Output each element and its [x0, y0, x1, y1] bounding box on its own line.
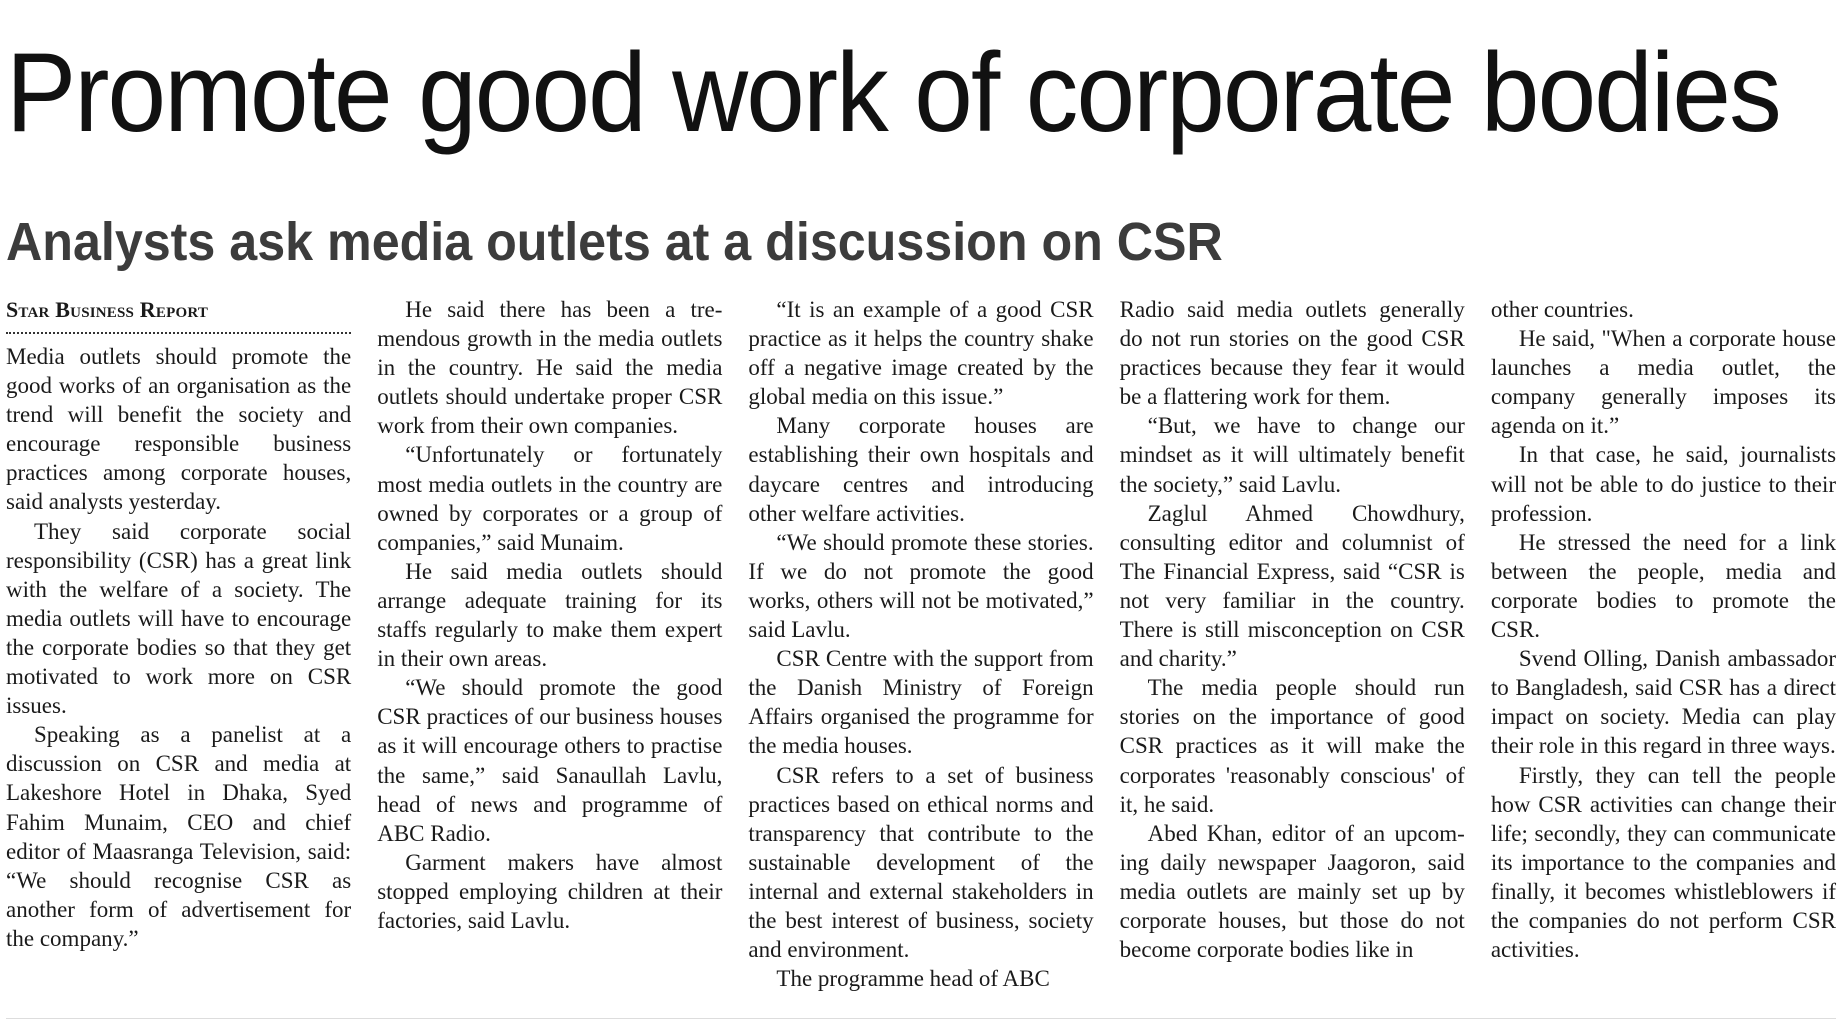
article-paragraph: Media outlets should promote the good works of an organisation as the trend will benefit the society and encourage responsible business practices among corporate houses, said analysts yesterday.: [6, 344, 352, 515]
headline: Promote good work of corporate bodies: [6, 30, 1780, 155]
article-paragraph: They said corporate social responsibility (CSR) has a great link with the welfare of a society. The media outlets will have to encourage the corporate bodies so that they get motivated to work more on CSR issues.: [6, 518, 352, 719]
article-paragraph: “We should promote the good CSR practices of our business houses as it will encourage others to practise the same,” said Sanaullah Lavlu, head of news and programme of ABC Radio.: [377, 675, 723, 846]
byline: Star Business Report: [6, 297, 209, 322]
article-paragraph: Zaglul Ahmed Chowdhury, consulting editor and columnist of The Financial Express, said “CSR is not very familiar in the country. There is still misconception on CSR and charity.”: [1119, 500, 1465, 672]
article-column-4: [1120, 295, 1465, 995]
bottom-divider: [6, 1018, 1836, 1019]
article-body: [6, 295, 1836, 995]
article-paragraph: Speaking as a panelist at a discussion on CSR and media at Lakeshore Hotel in Dhaka, Syed Fahim Munaim, CEO and chief editor of Maasranga Television, said: “We should recognise CSR as another form of advertisement for the company.”: [6, 722, 352, 951]
article-column-5: [1491, 295, 1836, 995]
article-paragraph: CSR Centre with the support from the Danish Ministry of Foreign Affairs organised the programme for the media houses.: [748, 646, 1094, 759]
article-paragraph: He said, "When a corporate house launches a media outlet, the company generally imposes its agenda on it.”: [1490, 326, 1837, 439]
article-paragraph: “We should promote these stories. If we do not promote the good works, others will not be motivated,” said Lavlu.: [748, 529, 1094, 643]
article-paragraph: In that case, he said, journalists will not be able to do justice to their profession.: [1490, 442, 1837, 526]
article-paragraph: He said there has been a tremendous growth in the media outlets in the country. He said the media outlets should undertake proper CSR work from their own companies.: [377, 297, 723, 439]
article-paragraph: Abed Khan, editor of an upcoming daily newspaper Jaagoron, said media outlets are mainly set up by corporate houses, but those do not become corporate bodies like in: [1119, 820, 1465, 963]
subheadline: Analysts ask media outlets at a discussion on CSR: [6, 212, 1223, 272]
article-paragraph: He stressed the need for a link between the people, media and corporate bodies to promote the CSR.: [1490, 529, 1837, 643]
article-column-2: [377, 295, 722, 995]
article-paragraph: Radio said media outlets generally do not run stories on the good CSR practices because they fear it would be a flattering work for them.: [1119, 297, 1465, 410]
article-paragraph: Svend Olling, Danish ambassador to Bangladesh, said CSR has a direct impact on society. Media can play their role in this regard in three ways.: [1490, 646, 1837, 759]
article-paragraph: The media people should run stories on the importance of good CSR practices as it will make the corporates 'reasonably conscious' of it, he said.: [1119, 675, 1465, 817]
article-paragraph: Garment makers have almost stopped employing children at their factories, said Lavlu.: [377, 849, 723, 933]
byline-divider: [6, 324, 351, 334]
article-paragraph: “It is an example of a good CSR practice as it helps the country shake off a negative image created by the global media on this issue.”: [748, 297, 1094, 410]
article-paragraph: other countries.: [1490, 297, 1634, 322]
article-paragraph: CSR refers to a set of business practices based on ethical norms and transparency that contribute to the sustainable development of the internal and external stakeholders in the best interest of business, society and environment.: [748, 762, 1094, 963]
article-column-3: [748, 295, 1093, 995]
article-column-1: [6, 295, 351, 995]
article-paragraph: “Unfortunately or fortunately most media outlets in the country are owned by corporates or a group of companies,” said Munaim.: [377, 442, 723, 555]
article-paragraph: Many corporate houses are establishing their own hospitals and daycare centres and introducing other welfare activities.: [748, 413, 1094, 526]
article-paragraph: Firstly, they can tell the people how CSR activities can change their life; secondly, they can communicate its importance to the companies and finally, it becomes whistleblowers if the companies do not perform CSR activities.: [1490, 762, 1837, 963]
article-paragraph: He said media outlets should arrange adequate training for its staffs regularly to make them expert in their own areas.: [377, 558, 723, 672]
article-paragraph: “But, we have to change our mindset as it will ultimately benefit the society,” said Lavlu.: [1119, 413, 1465, 497]
article-paragraph: The programme head of ABC: [776, 966, 1050, 992]
